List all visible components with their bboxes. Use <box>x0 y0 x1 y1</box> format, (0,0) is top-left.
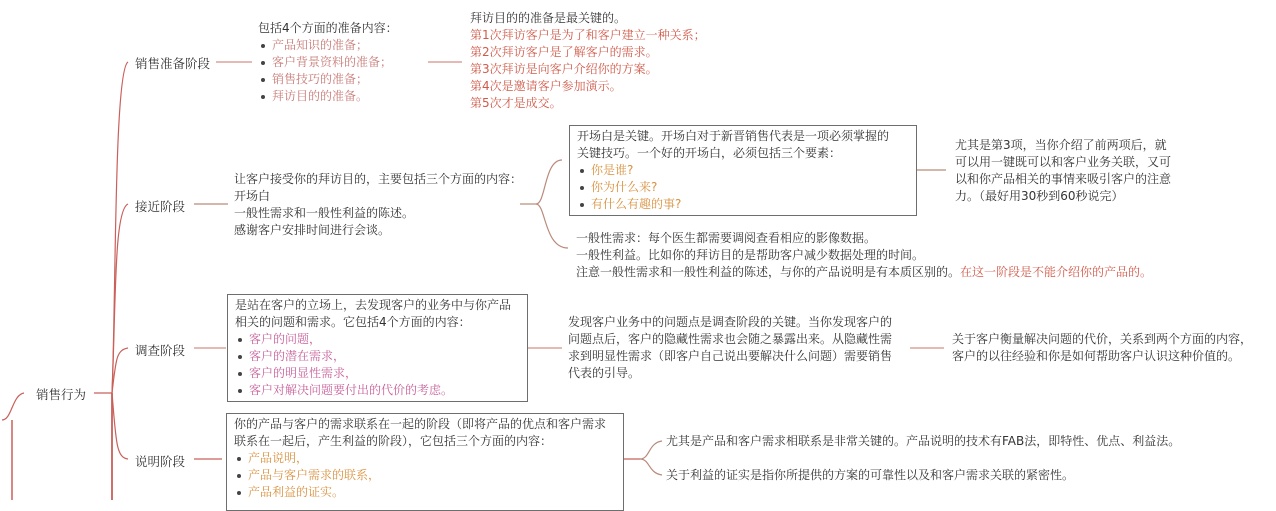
investigation-detail-line: 求到明显性需求（即客户自己说出要解决什么问题）需要销售 <box>568 349 893 363</box>
visit-line: 第2次拜访客户是了解客户的需求。 <box>470 45 658 59</box>
general-benefit: 一般性利益。比如你的拜访目的是帮助客户减少数据处理的时间。 <box>576 248 925 262</box>
approach-line: 让客户接受你的拜访目的，主要包括三个方面的内容： <box>234 172 523 186</box>
prep-item: 销售技巧的准备； <box>258 71 398 88</box>
opening-box[interactable] <box>569 125 917 216</box>
investigation-detail-line: 问题点后，客户的隐藏性需求也会随之暴露出来。从隐藏性需 <box>568 332 893 346</box>
investigation-detail-line: 代表的引导。 <box>568 366 641 380</box>
investigation-note-line: 客户的以往经验和你是如何帮助客户认识这种价值的。 <box>952 349 1241 363</box>
opening-note-line: 力。（最好用30秒到60秒说完） <box>955 189 1124 203</box>
investigation-detail[interactable] <box>568 314 892 382</box>
investigation-line: 是站在客户的立场上，去发现客户的业务中与你产品 <box>235 298 512 312</box>
stage-approach[interactable]: 接近阶段 <box>135 199 186 214</box>
investigation-item: 客户的潜在需求， <box>235 348 520 365</box>
visit-line: 第4次是邀请客户参加演示。 <box>470 79 622 93</box>
stage-investigation[interactable]: 调查阶段 <box>135 343 186 358</box>
opening-item: 你是谁? <box>577 162 909 179</box>
root-topic[interactable]: 销售行为 <box>36 387 87 402</box>
approach-line: 感谢客户安排时间进行会谈。 <box>234 223 391 237</box>
visit-line: 第3次拜访是向客户介绍你的方案。 <box>470 62 658 76</box>
explanation-line: 联系在一起后，产生利益的阶段），它包括三个方面的内容： <box>234 434 553 448</box>
investigation-note[interactable] <box>952 331 1252 365</box>
general-statement[interactable] <box>576 230 1152 281</box>
prep-item: 拜访目的的准备。 <box>258 88 398 105</box>
general-note <box>576 264 1152 281</box>
approach-line: 开场白 <box>234 189 271 203</box>
opening-note-line: 以和你产品相关的事情来吸引客户的注意 <box>955 172 1172 186</box>
approach-line: 一般性需求和一般性利益的陈述。 <box>234 206 415 220</box>
investigation-line: 相关的问题和需求。它包括4个方面的内容： <box>235 315 471 329</box>
explanation-item: 产品利益的证实。 <box>234 484 616 501</box>
explanation-item: 产品说明， <box>234 450 616 467</box>
explanation-line: 你的产品与客户的需求联系在一起的阶段（即将产品的优点和客户需求 <box>234 417 607 431</box>
explanation-note-proof[interactable]: 关于利益的证实是指你所提供的方案的可靠性以及和客户需求关联的紧密性。 <box>666 468 1075 482</box>
general-note-highlight: 在这一阶段是不能介绍你的产品的。 <box>960 265 1153 279</box>
stage-sales-prep[interactable]: 销售准备阶段 <box>135 56 211 71</box>
visit-line: 第1次拜访客户是为了和客户建立一种关系； <box>470 28 706 42</box>
visit-line: 第5次才是成交。 <box>470 96 562 110</box>
opening-line: 关键技巧。一个好的开场白，必须包括三个要素： <box>577 146 842 160</box>
general-need: 一般性需求：每个医生都需要调阅查看相应的影像数据。 <box>576 231 877 245</box>
explanation-note-fab[interactable]: 尤其是产品和客户需求相联系是非常关键的。产品说明的技术有FAB法，即特性、优点、利益法。 <box>666 434 1181 448</box>
prep-item: 客户背景资料的准备； <box>258 54 398 71</box>
investigation-item: 客户的问题， <box>235 331 520 348</box>
prep-item: 产品知识的准备； <box>258 37 398 54</box>
opening-note[interactable] <box>955 137 1171 205</box>
opening-note-line: 可以用一键既可以和客户业务关联，又可 <box>955 155 1172 169</box>
prep-content[interactable] <box>258 20 398 105</box>
stage-explanation[interactable]: 说明阶段 <box>135 454 186 469</box>
approach-content[interactable] <box>234 171 522 239</box>
explanation-item: 产品与客户需求的联系， <box>234 467 616 484</box>
investigation-item: 客户对解决问题要付出的代价的考虑。 <box>235 382 520 399</box>
opening-item: 有什么有趣的事? <box>577 196 909 213</box>
opening-line: 开场白是关键。开场白对于新晋销售代表是一项必须掌握的 <box>577 129 890 143</box>
investigation-box[interactable] <box>227 294 528 402</box>
investigation-item: 客户的明显性需求， <box>235 365 520 382</box>
investigation-detail-line: 发现客户业务中的问题点是调查阶段的关键。当你发现客户的 <box>568 315 893 329</box>
opening-note-line: 尤其是第3项，当你介绍了前两项后，就 <box>955 138 1167 152</box>
general-note-text: 注意一般性需求和一般性利益的陈述，与你的产品说明是有本质区别的。 <box>576 265 961 279</box>
explanation-box[interactable] <box>226 413 624 511</box>
opening-item: 你为什么来? <box>577 179 909 196</box>
prep-detail-lead: 拜访目的的准备是最关键的。 <box>470 11 627 25</box>
prep-intro: 包括4个方面的准备内容： <box>258 21 398 35</box>
investigation-note-line: 关于客户衡量解决问题的代价，关系到两个方面的内容， <box>952 332 1253 346</box>
prep-detail[interactable] <box>470 10 706 112</box>
